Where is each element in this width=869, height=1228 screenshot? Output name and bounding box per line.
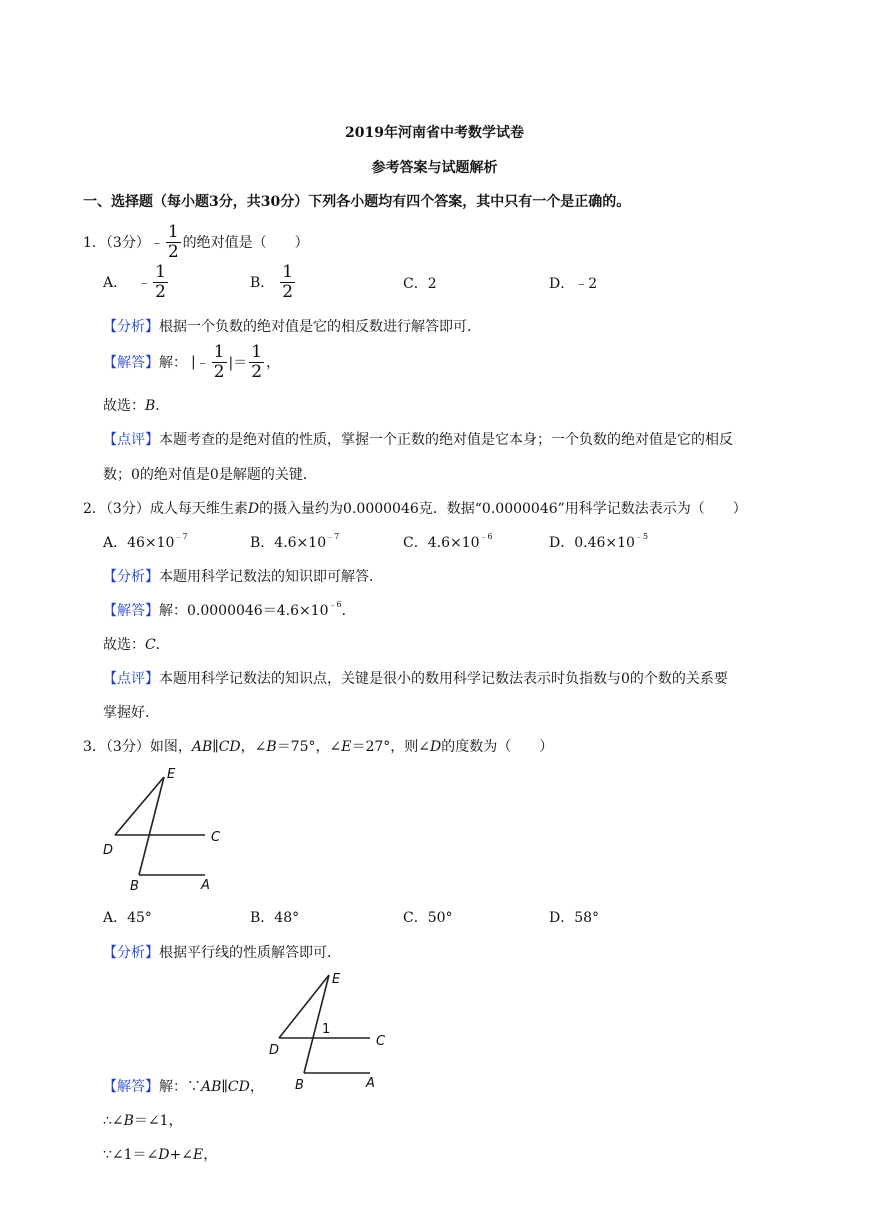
- q1-choice-letter: B: [145, 398, 156, 414]
- q2-stem-text: 的摄入量约为0.0000046克．数据“0.0000046”用科学记数法表示为（ ）: [259, 501, 747, 517]
- q2-answer-exp: ﹣6: [328, 600, 342, 609]
- analysis-tag: 【分析】: [103, 319, 159, 335]
- q3-parallel: AB∥CD: [191, 739, 241, 755]
- q2-option-a: [103, 532, 188, 552]
- q3-var-d: D: [430, 739, 442, 755]
- q3-option-a: A．45°: [103, 910, 152, 926]
- q3-fig-label-d: D: [103, 843, 114, 858]
- q1-choice-prefix: 故选：: [103, 398, 145, 414]
- page-subtitle: 参考答案与试题解析: [371, 160, 498, 176]
- q2-opt-a-text: A．46×10: [103, 535, 175, 551]
- q3-step2-c: +∠: [169, 1147, 193, 1163]
- q3-analysis: [103, 942, 341, 962]
- q3-mid1: ，∠: [240, 739, 267, 755]
- q1-fraction: [166, 221, 181, 262]
- q3-answer: [103, 1076, 264, 1096]
- q3-option-d: D．58°: [549, 910, 600, 926]
- q3-sol-label-a: A: [366, 1076, 375, 1091]
- q2-answer: [103, 600, 356, 620]
- q3-sol-label-c: C: [376, 1034, 386, 1049]
- q1-abs-close: |＝: [228, 355, 248, 371]
- q1-option-c: C．2: [403, 276, 437, 292]
- q2-choice-prefix: 故选：: [103, 637, 145, 653]
- q3-suffix: 的度数为（ ）: [441, 739, 554, 755]
- q3-step-2: [103, 1144, 217, 1164]
- q1-answer: [103, 342, 280, 382]
- q1-option-b: [250, 262, 297, 302]
- comment-tag: 【点评】: [103, 671, 159, 687]
- q2-analysis-text: 本题用科学记数法的知识即可解答．: [159, 569, 383, 585]
- q1-answer-lead: 解：: [159, 355, 187, 371]
- q1-comment-line-1: [103, 429, 733, 449]
- q1-answer-num-right: 1: [251, 341, 263, 362]
- q1-prefix: 1．（3分）: [83, 235, 150, 251]
- q2-opt-d-text: D．0.46×10: [549, 535, 635, 551]
- answer-tag: 【解答】: [103, 355, 159, 371]
- answer-tag: 【解答】: [103, 603, 159, 619]
- q2-opt-b-exp: ﹣7: [326, 532, 340, 541]
- q2-opt-c-text: C．4.6×10: [403, 535, 480, 551]
- q1-answer-den-right: 2: [251, 361, 263, 382]
- q3-option-b: B．48°: [250, 910, 300, 926]
- q3-fig-label-c: C: [211, 830, 221, 845]
- q1-opt-b-fraction: [280, 261, 295, 302]
- q3-step2-d: E: [192, 1147, 204, 1163]
- q1-opt-a-fraction: [153, 261, 168, 302]
- q1-neg: ﹣: [149, 235, 164, 251]
- q2-answer-tail: ．: [341, 603, 356, 619]
- q2-option-b: [250, 532, 339, 552]
- q2-prefix: 2．（3分）成人每天维生素: [83, 501, 248, 517]
- q2-comment-line-1: [103, 668, 728, 688]
- q3-step-1: [103, 1110, 183, 1130]
- q3-step2-a: ∵∠1＝∠: [103, 1147, 159, 1163]
- q1-answer-neg: ﹣: [195, 355, 210, 371]
- q3-mid2: ＝75°，∠: [276, 739, 342, 755]
- q3-figure: [95, 765, 235, 895]
- q3-sol-label-1: 1: [322, 1022, 331, 1037]
- q2-opt-b-text: B．4.6×10: [250, 535, 327, 551]
- q3-step1-a: ∴∠: [103, 1113, 124, 1129]
- q1-opt-b-num: 1: [282, 261, 294, 282]
- q3-step1-b: B: [123, 1113, 134, 1129]
- q1-opt-a-den: 2: [155, 281, 166, 302]
- q2-opt-c-exp: ﹣6: [479, 532, 493, 541]
- q3-mid3: ＝27°，则∠: [351, 739, 430, 755]
- q3-step2-e: ，: [203, 1147, 218, 1163]
- q1-abs-open: |: [191, 354, 196, 370]
- q1-answer-den-left: 2: [213, 361, 225, 382]
- q1-choice-suffix: ．: [155, 398, 170, 414]
- q2-choice: [103, 634, 170, 654]
- q2-comment-line-2: 掌握好．: [103, 705, 159, 721]
- q2-option-c: [403, 532, 493, 552]
- q3-option-c: C．50°: [403, 910, 453, 926]
- q1-comment-text-1: 本题考查的是绝对值的性质，掌握一个正数的绝对值是它本身；一个负数的绝对值是它的相反: [159, 432, 733, 448]
- q1-choice: [103, 395, 169, 415]
- q1-answer-tail: ，: [266, 355, 281, 371]
- q1-suffix: 的绝对值是（ ）: [182, 235, 309, 251]
- q3-step2-b: D: [158, 1147, 170, 1163]
- q2-analysis: [103, 566, 383, 586]
- q3-answer-parallel: AB∥CD: [201, 1079, 250, 1095]
- q1-num: 1: [167, 221, 179, 242]
- q3-sol-label-e: E: [332, 972, 341, 987]
- q2-opt-a-exp: ﹣7: [174, 532, 188, 541]
- q2-var: D: [247, 501, 260, 517]
- q1-answer-fraction-left: [212, 341, 227, 382]
- question-2-stem: [83, 498, 747, 518]
- answer-tag: 【解答】: [103, 1079, 159, 1095]
- q3-solution-figure: [262, 965, 402, 1095]
- q1-opt-a-num: 1: [155, 261, 166, 282]
- q1-option-d: D．﹣2: [549, 276, 598, 292]
- q3-sol-label-d: D: [269, 1043, 280, 1058]
- q3-sol-label-b: B: [295, 1078, 304, 1093]
- q1-analysis: [103, 316, 481, 336]
- q2-choice-letter: C: [145, 637, 156, 653]
- q2-choice-suffix: ．: [155, 637, 170, 653]
- comment-tag: 【点评】: [103, 432, 159, 448]
- analysis-tag: 【分析】: [103, 569, 159, 585]
- q3-analysis-text: 根据平行线的性质解答即可．: [159, 945, 341, 961]
- q3-answer-tail: ，: [249, 1079, 264, 1095]
- q2-opt-d-exp: ﹣5: [634, 532, 649, 541]
- q1-opt-a-label: A．: [103, 275, 128, 291]
- q2-comment-text-1: 本题用科学记数法的知识点，关键是很小的数用科学记数法表示时负指数与0的个数的关系要: [159, 671, 728, 687]
- q3-var-e: E: [341, 739, 352, 755]
- q3-fig-label-b: B: [130, 879, 139, 894]
- page-title: 2019年河南省中考数学试卷: [345, 125, 524, 141]
- q1-opt-a-neg: ﹣: [137, 275, 152, 291]
- q1-option-a: [103, 262, 170, 302]
- question-3-stem: [83, 736, 553, 756]
- q1-den: 2: [167, 241, 179, 262]
- question-1-stem: [83, 222, 309, 262]
- q3-fig-label-e: E: [167, 767, 176, 782]
- q3-prefix: 3．（3分）如图，: [83, 739, 192, 755]
- section-heading: 一、选择题（每小题3分，共30分）下列各小题均有四个答案，其中只有一个是正确的。: [83, 194, 631, 210]
- q1-answer-num-left: 1: [213, 341, 225, 362]
- q3-fig-label-a: A: [201, 878, 210, 893]
- q3-var-b: B: [266, 739, 277, 755]
- q1-opt-b-den: 2: [282, 281, 294, 302]
- q1-opt-b-label: B．: [250, 275, 275, 291]
- q2-answer-text: 解：0.0000046＝4.6×10: [159, 603, 329, 619]
- q3-step1-c: ＝∠1，: [133, 1113, 183, 1129]
- q1-analysis-text: 根据一个负数的绝对值是它的相反数进行解答即可．: [159, 319, 481, 335]
- q3-answer-lead: 解：∵: [159, 1079, 201, 1095]
- q2-option-d: [549, 532, 648, 552]
- analysis-tag: 【分析】: [103, 945, 159, 961]
- q1-answer-fraction-right: [249, 341, 264, 382]
- q1-comment-line-2: 数；0的绝对值是0是解题的关键．: [103, 467, 317, 483]
